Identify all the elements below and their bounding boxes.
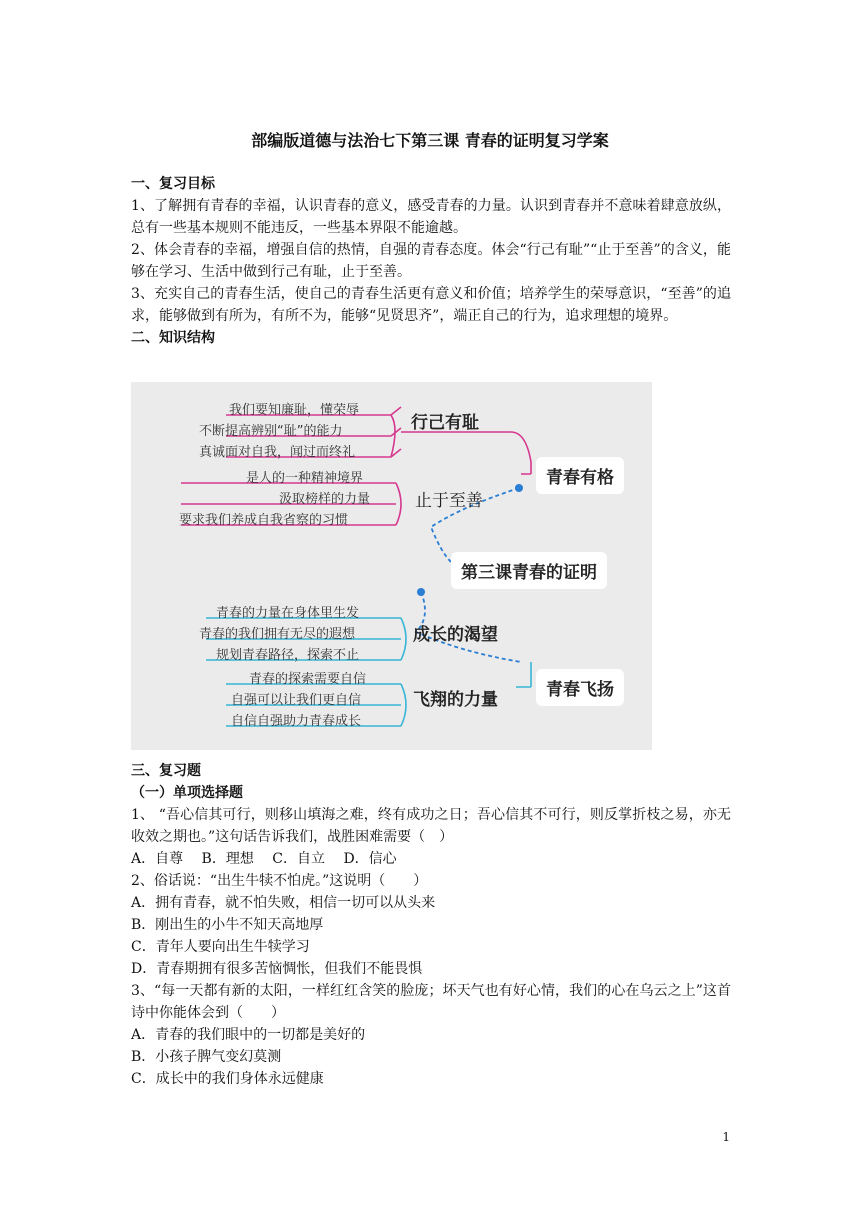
q3-stem: 3、“每一天都有新的太阳，一样红红含笑的脸庞；坏天气也有好心情，我们的心在乌云之上”这首诗中你能体会到（ ）: [131, 983, 731, 1021]
page-number: 1: [722, 1130, 730, 1144]
section-heading-review: 三、复习题: [131, 763, 201, 779]
q3-option-a: A．青春的我们眼中的一切都是美好的: [131, 1027, 366, 1043]
branch-3-title: 成长的渴望: [413, 625, 498, 645]
page-title: 部编版道德与法治七下第三课 青春的证明复习学案: [251, 131, 609, 150]
goal-item-2: 2、体会青春的幸福，增强自信的热情，自强的青春态度。体会“行己有耻”“止于至善”的含义，能够在学习、生活中做到行己有耻，止于至善。: [131, 242, 731, 280]
goal-item-3: 3、充实自己的青春生活，使自己的青春生活更有意义和价值；培养学生的荣辱意识，“至善”的追求，能够做到有所为，有所不为，能够“见贤思齐”，端正自己的行为，追求理想的境界。: [131, 286, 731, 324]
section1: [131, 173, 731, 349]
leaf-1-3: 真诚面对自我，闻过而终礼: [199, 445, 356, 460]
leaf-1-1: 我们要知廉耻，懂荣辱: [229, 403, 360, 418]
leaf-4-1: 青春的探索需要自信: [249, 672, 367, 687]
leaf-3-3: 规划青春路径，探索不止: [216, 648, 360, 663]
branch-1-title: 行己有耻: [411, 413, 479, 433]
subheading-single-choice: （一）单项选择题: [131, 785, 243, 801]
leaf-4-3: 自信自强助力青春成长: [231, 714, 362, 729]
node-bottom: 青春飞扬: [536, 669, 624, 706]
q1-stem: 1、 “吾心信其可行，则移山填海之难，终有成功之日；吾心信其不可行，则反掌折枝之易，亦无收效之期也。”这句话告诉我们，战胜困难需要（ ）: [131, 807, 731, 845]
q2-option-a: A．拥有青春，就不怕失败，相信一切可以从头来: [131, 895, 436, 911]
q3-option-c: C．成长中的我们身体永远健康: [131, 1071, 324, 1087]
section-heading-structure: 二、知识结构: [131, 330, 215, 346]
section3: [131, 760, 731, 1090]
leaf-4-2: 自强可以让我们更自信: [231, 693, 362, 708]
section-heading-goals: 一、复习目标: [131, 176, 215, 192]
q1-options: A．自尊 B．理想 C．自立 D．信心: [131, 851, 397, 867]
leaf-3-1: 青春的力量在身体里生发: [216, 606, 360, 621]
leaf-2-3: 要求我们养成自我省察的习惯: [179, 513, 349, 528]
leaf-2-2: 汲取榜样的力量: [279, 492, 371, 507]
goal-item-1: 1、了解拥有青春的幸福，认识青春的意义，感受青春的力量。认识到青春并不意味着肆意放纵，总有一些基本规则不能违反，一些基本界限不能逾越。: [131, 198, 731, 236]
q2-stem: 2、俗话说：“出生牛犊不怕虎。”这说明（ ）: [131, 873, 428, 889]
q2-option-c: C．青年人要向出生牛犊学习: [131, 939, 310, 955]
q2-option-d: D．青春期拥有很多苦恼惆怅，但我们不能畏惧: [131, 961, 423, 977]
q2-option-b: B．刚出生的小牛不知天高地厚: [131, 917, 324, 933]
leaf-2-1: 是人的一种精神境界: [246, 471, 364, 486]
branch-2-title: 止于至善: [415, 491, 483, 511]
node-center: 第三课青春的证明: [451, 552, 607, 589]
q3-option-b: B．小孩子脾气变幻莫测: [131, 1049, 282, 1065]
knowledge-mindmap: [131, 382, 652, 750]
branch-4-title: 飞翔的力量: [413, 690, 498, 710]
leaf-3-2: 青春的我们拥有无尽的遐想: [199, 627, 356, 642]
node-top: 青春有格: [536, 457, 624, 494]
leaf-1-2: 不断提高辨别“耻”的能力: [199, 424, 343, 439]
